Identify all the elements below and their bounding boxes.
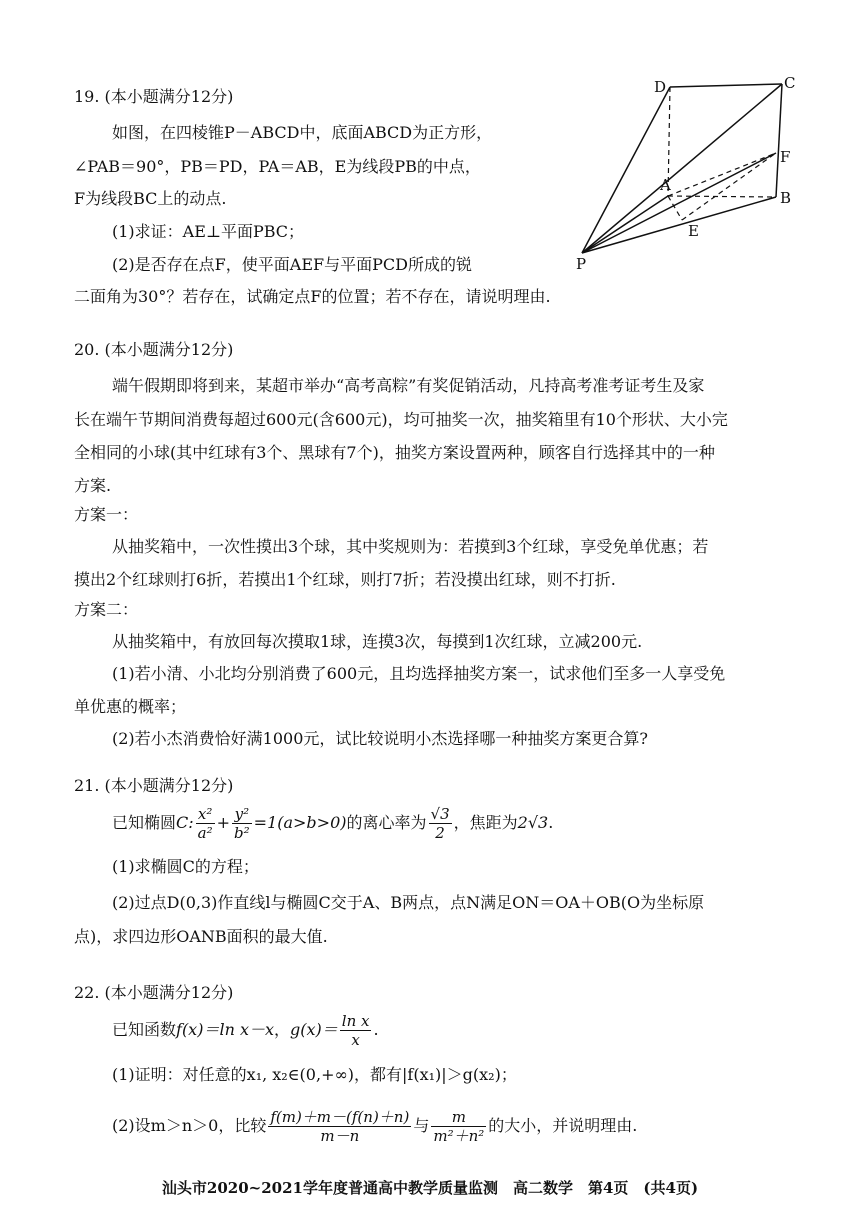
compare-denominator: m－n: [320, 1127, 360, 1145]
q20-line1: 端午假期即将到来，某超市举办“高考高粽”有奖促销活动，凡持高考准考证考生及家: [112, 376, 705, 395]
q20-line4: 方案.: [74, 476, 112, 495]
ecc-denominator: 2: [435, 824, 445, 842]
q21-ecc-text: 的离心率为: [346, 813, 427, 832]
f-definition: f(x)＝ln x－x: [176, 1020, 275, 1039]
q22-part2-mid: 与: [413, 1116, 430, 1135]
q20-scheme2-line1: 从抽奖箱中，有放回每次摸取1球，连摸3次，每摸到1次红球，立减200元.: [112, 632, 643, 651]
frac-x2: x²: [196, 805, 215, 824]
equation-rhs: =1(a>b>0): [253, 813, 347, 832]
q20-part1b: 单优惠的概率；: [74, 697, 187, 716]
q20-part1a: (1)若小清、小北均分别消费了600元，且均选择抽奖方案一，试求他们至多一人享受免: [112, 664, 726, 683]
g-denominator: x: [351, 1031, 360, 1049]
q22-part2: [112, 1106, 637, 1146]
compare2-numerator: m: [431, 1108, 486, 1127]
frac-b2: b²: [234, 824, 250, 842]
q19-part1: (1)求证：AE⊥平面PBC；: [112, 222, 305, 241]
q21-part2b: 点)，求四边形OANB面积的最大值.: [74, 927, 328, 946]
plus-sign: +: [216, 813, 231, 832]
pyramid-figure: [560, 70, 800, 270]
q21-line1-prefix: 已知椭圆: [112, 813, 177, 832]
q22-heading: 22. (本小题满分12分): [74, 983, 234, 1002]
q21-part1: (1)求椭圆C的方程；: [112, 857, 259, 876]
fig-label-p: P: [576, 255, 587, 270]
q22-part2-prefix: (2)设m＞n＞0，比较: [112, 1116, 267, 1135]
q21-line1: 已知椭圆C: $\frac{\text{x²}}{\text{a²}}$ + $\frac{\text{y²}}{\text{b²}}$ =1(a>b>0)的离心率为 $\frac{√3}{2}$ ，焦距为2√3.: [112, 805, 554, 842]
fig-label-b: B: [780, 189, 792, 207]
q19-part2b: 二面角为30°？若存在，试确定点F的位置；若不存在，请说明理由.: [74, 287, 551, 306]
q19-heading: 19. (本小题满分12分): [74, 87, 234, 106]
q20-heading: 20. (本小题满分12分): [74, 340, 234, 359]
compare-numerator: f(m)＋m－(f(n)＋n): [270, 1108, 410, 1126]
q22-part1: (1)证明：对任意的x₁, x₂∈(0,+∞)，都有|f(x₁)|＞g(x₂)；: [112, 1065, 517, 1084]
q22-line1: 已知函数f(x)＝ln x－x，g(x)＝ $\frac{\text{ln x}}{x}$ .: [112, 1012, 379, 1049]
q22-line1-prefix: 已知函数: [112, 1020, 177, 1039]
frac-y2: y²: [232, 805, 252, 824]
q19-part2a: (2)是否存在点F，使平面AEF与平面PCD所成的锐: [112, 255, 472, 274]
q20-scheme2-title: 方案二：: [74, 600, 139, 619]
ecc-numerator: √3: [430, 805, 450, 823]
frac-a2: a²: [197, 824, 213, 842]
fig-label-e: E: [688, 222, 699, 240]
q20-scheme1-line1: 从抽奖箱中，一次性摸出3个球，其中奖规则为：若摸到3个红球，享受免单优惠；若: [112, 537, 709, 556]
g-numerator: ln x: [341, 1012, 370, 1030]
fig-label-d: D: [654, 78, 667, 96]
ellipse-c-label: C:: [176, 813, 194, 832]
q19-line3: F为线段BC上的动点.: [74, 189, 227, 208]
g-prefix: g(x)＝: [290, 1020, 338, 1039]
q21-focal-text: ，焦距为: [453, 813, 518, 832]
fig-label-a: A: [660, 176, 671, 194]
compare2-denominator: m²＋n²: [433, 1127, 485, 1145]
focal-value: 2√3: [517, 813, 549, 832]
ellipse-equation: [176, 805, 347, 842]
q20-scheme1-title: 方案一：: [74, 505, 139, 524]
fig-label-f: F: [780, 148, 791, 166]
q22-part2-post: 的大小，并说明理由.: [488, 1116, 638, 1135]
q21-part2a: (2)过点D(0,3)作直线l与椭圆C交于A、B两点，点N满足ON＝OA＋OB(O为坐标原: [112, 893, 705, 912]
q20-part2: (2)若小杰消费恰好满1000元，试比较说明小杰选择哪一种抽奖方案更合算?: [112, 729, 648, 748]
q20-line2: 长在端午节期间消费每超过600元(含600元)，均可抽奖一次，抽奖箱里有10个形状、大小完: [74, 410, 728, 429]
q20-scheme1-line2: 摸出2个红球则打6折，若摸出1个红球，则打7折；若没摸出红球，则不打折.: [74, 570, 616, 589]
q20-line3: 全相同的小球(其中红球有3个、黑球有7个)，抽奖方案设置两种，顾客自行选择其中的一种: [74, 443, 715, 462]
page-footer: 汕头市2020~2021学年度普通高中教学质量监测 高二数学 第4页 (共4页): [161, 1179, 699, 1197]
q19-line2: ∠PAB＝90°，PB＝PD，PA＝AB，E为线段PB的中点，: [74, 157, 481, 176]
fig-label-c: C: [784, 74, 796, 92]
q19-line1: 如图，在四棱锥P－ABCD中，底面ABCD为正方形，: [112, 123, 493, 142]
q21-heading: 21. (本小题满分12分): [74, 776, 234, 795]
